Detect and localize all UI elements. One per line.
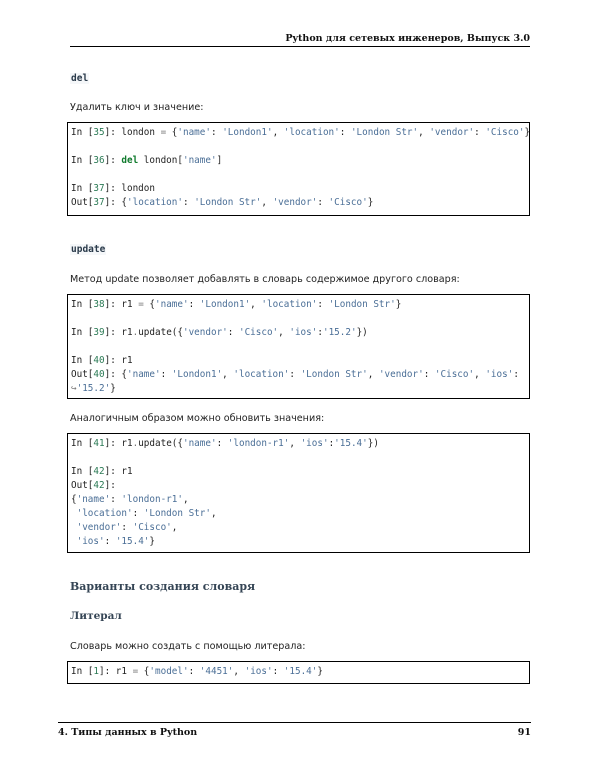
- code-block-update: [67, 294, 530, 399]
- code-line: {'name': 'london-r1',: [71, 494, 189, 505]
- code-line: 'location': 'London Str',: [76, 508, 217, 519]
- page-footer: [58, 722, 531, 738]
- book-title: Python для сетевых инженеров, Выпуск 3.0: [285, 33, 530, 44]
- subsection-heading: Литерал: [70, 610, 122, 622]
- literal-description: Словарь можно создать с помощью литерала:: [70, 641, 306, 652]
- code-line: In [37]: london: [71, 183, 155, 194]
- update-description-2: Аналогичным образом можно обновить значения:: [70, 413, 325, 424]
- chapter-title: 4. Типы данных в Python: [58, 727, 198, 738]
- code-line: ↪'15.2'}: [71, 383, 116, 394]
- code-line: In [38]: r1 = {'name': 'London1', 'location': 'London Str'}: [71, 299, 402, 310]
- code-block-del: [67, 122, 530, 216]
- code-line: 'ios': '15.4'}: [76, 536, 156, 547]
- code-line: In [40]: r1: [71, 355, 133, 366]
- page-header: [70, 32, 530, 47]
- del-description: Удалить ключ и значение:: [70, 102, 204, 113]
- update-label: update: [71, 244, 106, 255]
- section-heading: Варианты создания словаря: [70, 580, 256, 593]
- code-line: Out[37]: {'location': 'London Str', 'vendor': 'Cisco'}: [71, 197, 374, 208]
- code-line: In [41]: r1.update({'name': 'london-r1', 'ios':'15.4'}): [71, 438, 379, 449]
- code-line: 'vendor': 'Cisco',: [76, 522, 178, 533]
- del-label: del: [71, 73, 89, 84]
- code-block-update-2: [67, 433, 530, 553]
- line-continuation-icon: ↪: [71, 383, 77, 394]
- code-line: Out[40]: {'name': 'London1', 'location': 'London Str', 'vendor': 'Cisco', 'ios':: [71, 369, 519, 380]
- code-line: In [42]: r1: [71, 466, 133, 477]
- page-number: 91: [517, 727, 531, 738]
- code-line: In [36]: del london['name']: [71, 155, 223, 166]
- code-block-literal: [67, 661, 530, 684]
- code-line: In [1]: r1 = {'model': '4451', 'ios': '15.4'}: [71, 666, 323, 677]
- update-description: Метод update позволяет добавлять в словарь содержимое другого словаря:: [70, 274, 460, 285]
- code-line: Out[42]:: [71, 480, 116, 491]
- code-line: In [35]: london = {'name': 'London1', 'location': 'London Str', 'vendor': 'Cisco'}: [71, 127, 531, 138]
- code-line: In [39]: r1.update({'vendor': 'Cisco', 'ios':'15.2'}): [71, 327, 368, 338]
